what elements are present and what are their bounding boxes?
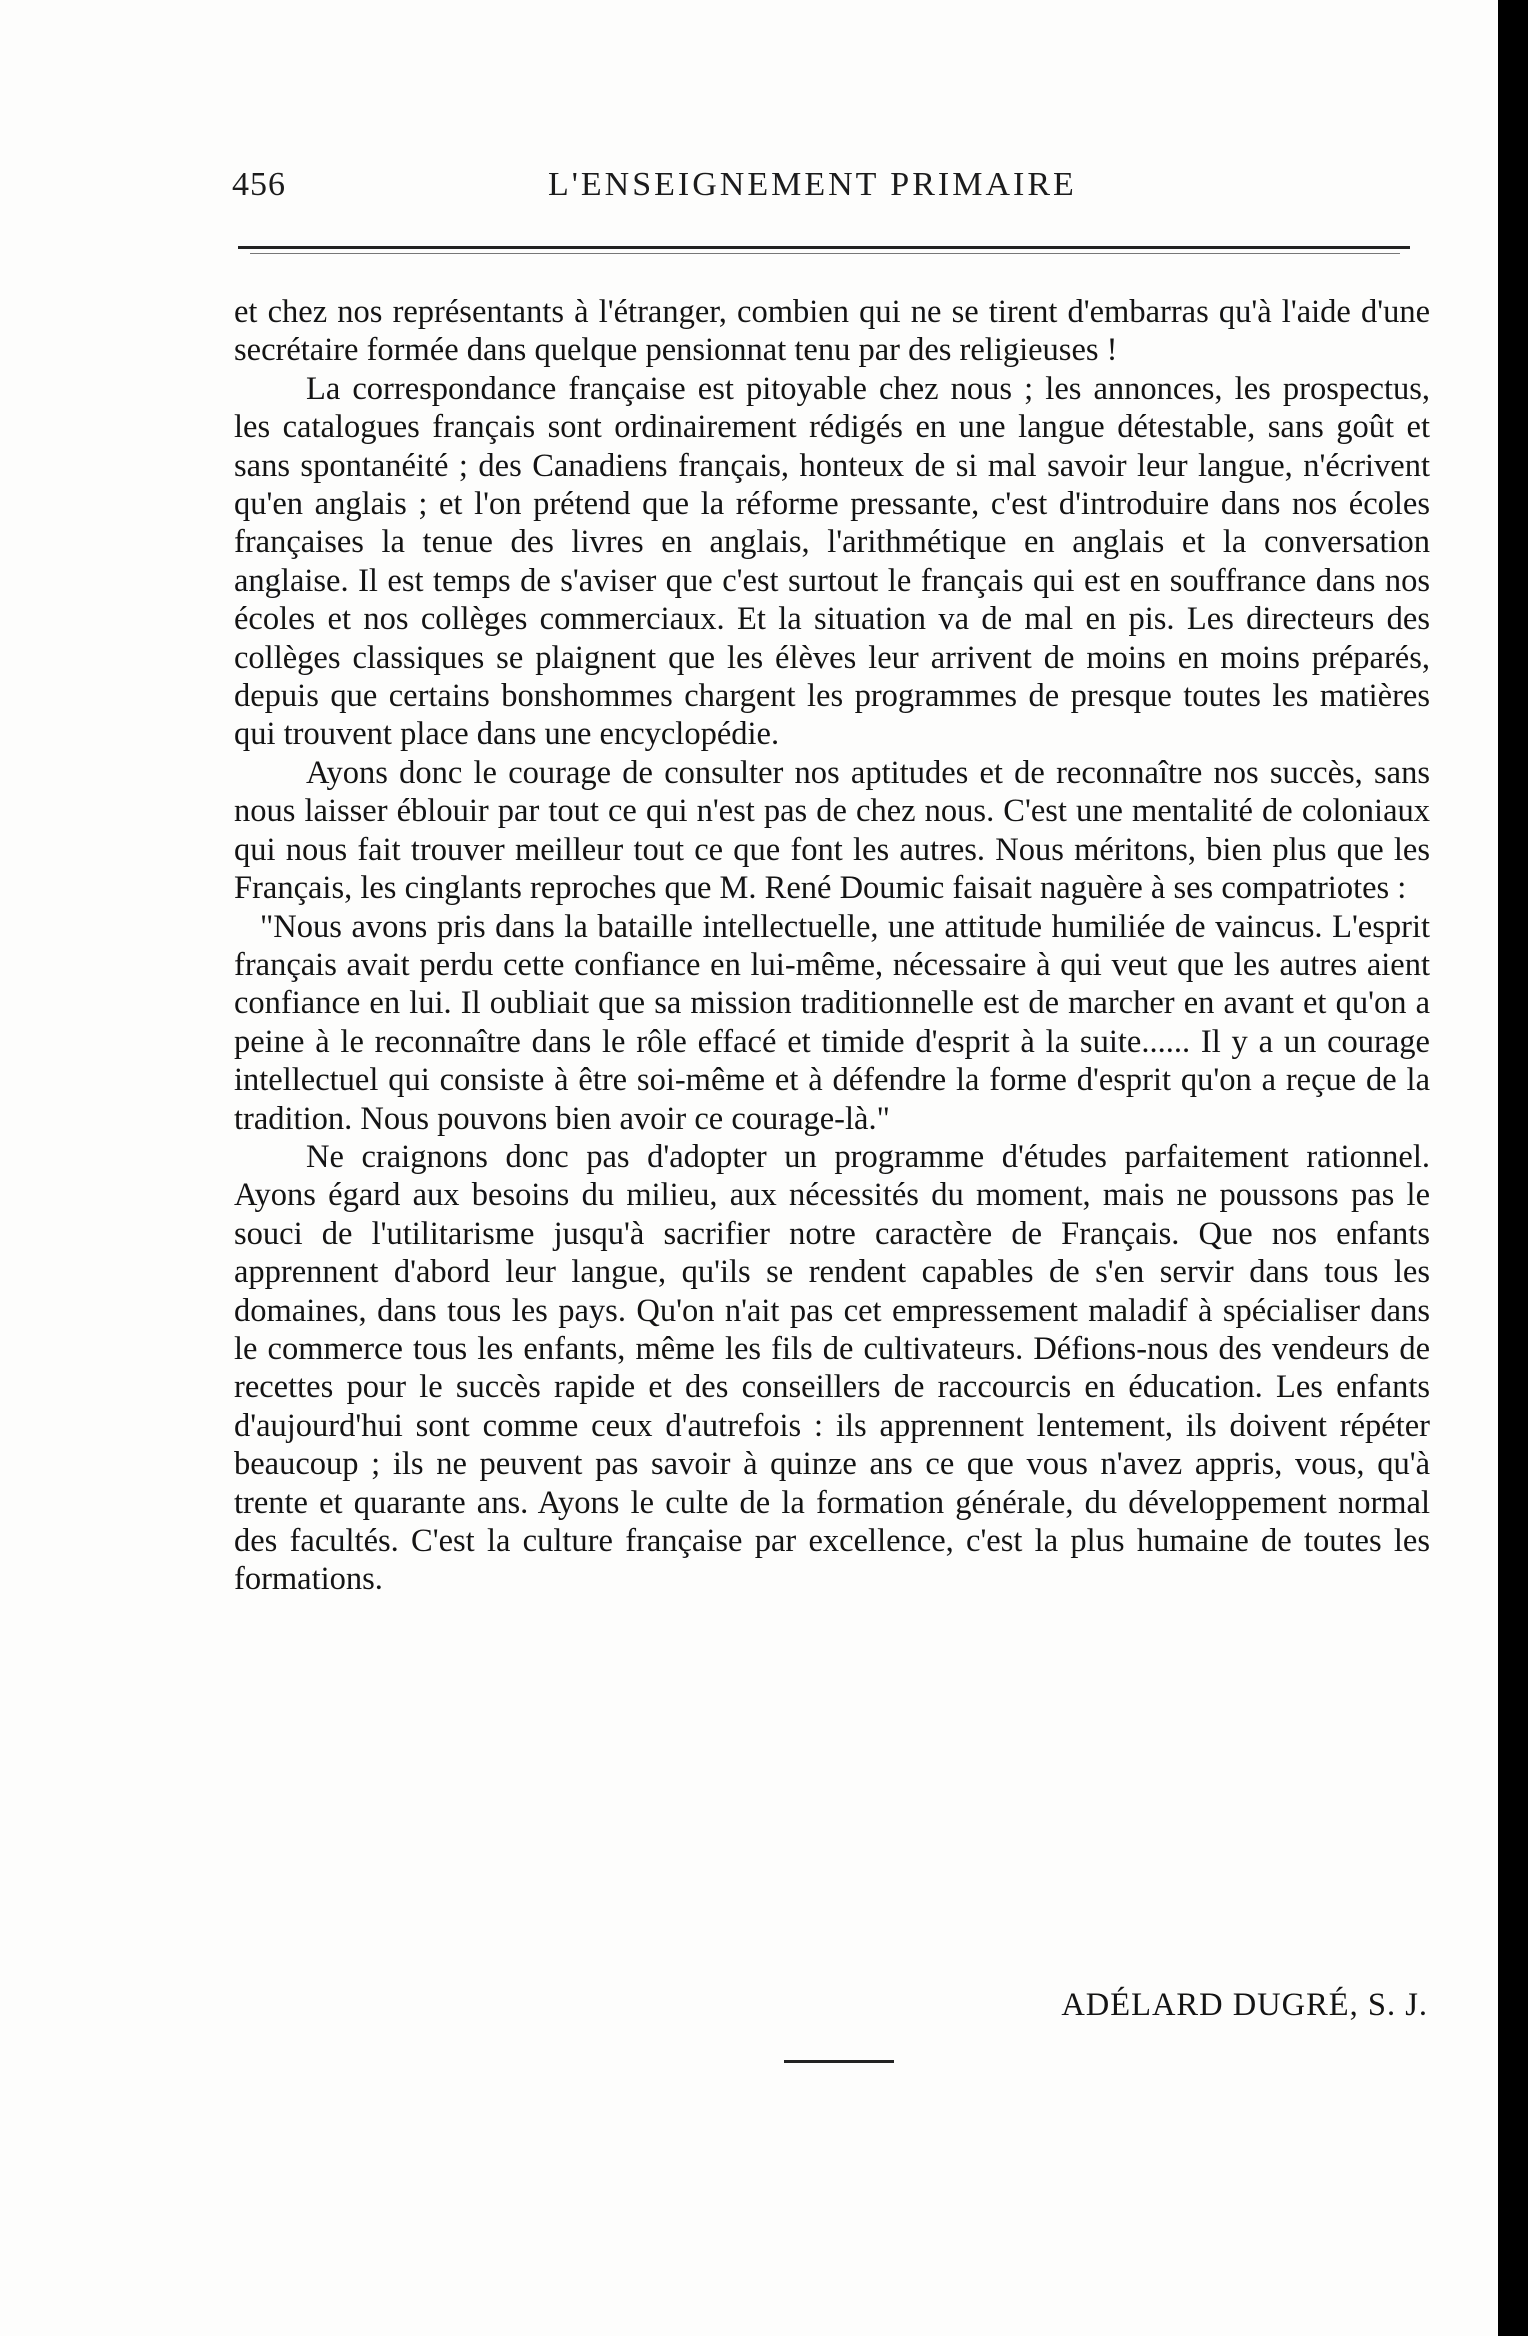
- paragraph-conclusion: Ne craignons donc pas d'adopter un programme d'études parfaitement rationnel. Ayons égard aux besoins du milieu, aux nécessités du moment, mais ne poussons pas le souci de l'utilitarisme jusqu'à sacrifier notre caractère de Français. Que nos enfants apprennent d'abord leur langue, qu'ils se rendent capables de s'en servir dans tous les domaines, dans tous les pays. Qu'on n'ait pas cet empressement maladif à spécialiser dans le commerce tous les enfants, même les fils de cultivateurs. Défions-nous des vendeurs de recettes pour le succès rapide et des conseillers de raccourcis en éducation. Les enfants d'aujourd'hui sont comme ceux d'autrefois : ils apprennent lentement, ils doivent répéter beaucoup ; ils ne peuvent pas savoir à quinze ans ce que vous n'avez appris, vous, qu'à trente et quarante ans. Ayons le culte de la formation générale, du développement normal des facultés. C'est la culture française par excellence, c'est la plus humaine de toutes les formations.: [234, 1138, 1430, 1598]
- page-number: 456: [232, 166, 286, 203]
- paragraph-courage: Ayons donc le courage de consulter nos aptitudes et de reconnaître nos succès, sans nous laisser éblouir par tout ce qui n'est pas de chez nous. C'est une mentalité de coloniaux qui nous fait trouver meilleur tout ce que font les autres. Nous méritons, bien plus que les Français, les cinglants reproches que M. René Doumic faisait naguère à ses compatriotes :: [234, 754, 1430, 907]
- paragraph-quotation: "Nous avons pris dans la bataille intellectuelle, une attitude humiliée de vaincus. L'esprit français avait perdu cette confiance en lui-même, nécessaire à qui veut que les autres aient confiance en lui. Il oubliait que sa mission traditionnelle est de marcher en avant et qu'on a peine à le reconnaître dans le rôle effacé et timide d'esprit à la suite...... Il y a un courage intellectuel qui consiste à être soi-même et à défendre la forme d'esprit qu'on a reçue de la tradition. Nous pouvons bien avoir ce courage-là.": [234, 908, 1430, 1137]
- header-rule: [238, 246, 1410, 249]
- running-title: L'ENSEIGNEMENT PRIMAIRE: [548, 166, 1077, 203]
- end-rule: [784, 2060, 894, 2063]
- scan-edge: [1498, 0, 1528, 2336]
- paragraph-correspondance: La correspondance française est pitoyable chez nous ; les annonces, les prospectus, les catalogues français sont ordinairement rédigés en une langue détestable, sans goût et sans spontanéité ; des Canadiens français, honteux de si mal savoir leur langue, n'écrivent qu'en anglais ; et l'on prétend que la réforme pressante, c'est d'introduire dans nos écoles françaises la tenue des livres en anglais, l'arithmétique en anglais et la conversation anglaise. Il est temps de s'aviser que c'est surtout le français qui est en souffrance dans nos écoles et nos collèges commerciaux. Et la situation va de mal en pis. Les directeurs des collèges classiques se plaignent que les élèves leur arrivent de moins en moins préparés, depuis que certains bonshommes chargent les programmes de presque toutes les matières qui trouvent place dans une encyclopédie.: [234, 370, 1430, 753]
- article-body: [234, 293, 1430, 1599]
- header-rule-thin: [250, 253, 1400, 254]
- page-header: [232, 166, 1428, 216]
- author-signature: ADÉLARD DUGRÉ, S. J.: [1061, 1987, 1428, 2023]
- paragraph-continuation: et chez nos représentants à l'étranger, combien qui ne se tirent d'embarras qu'à l'aide d'une secrétaire formée dans quelque pensionnat tenu par des religieuses !: [234, 294, 1430, 369]
